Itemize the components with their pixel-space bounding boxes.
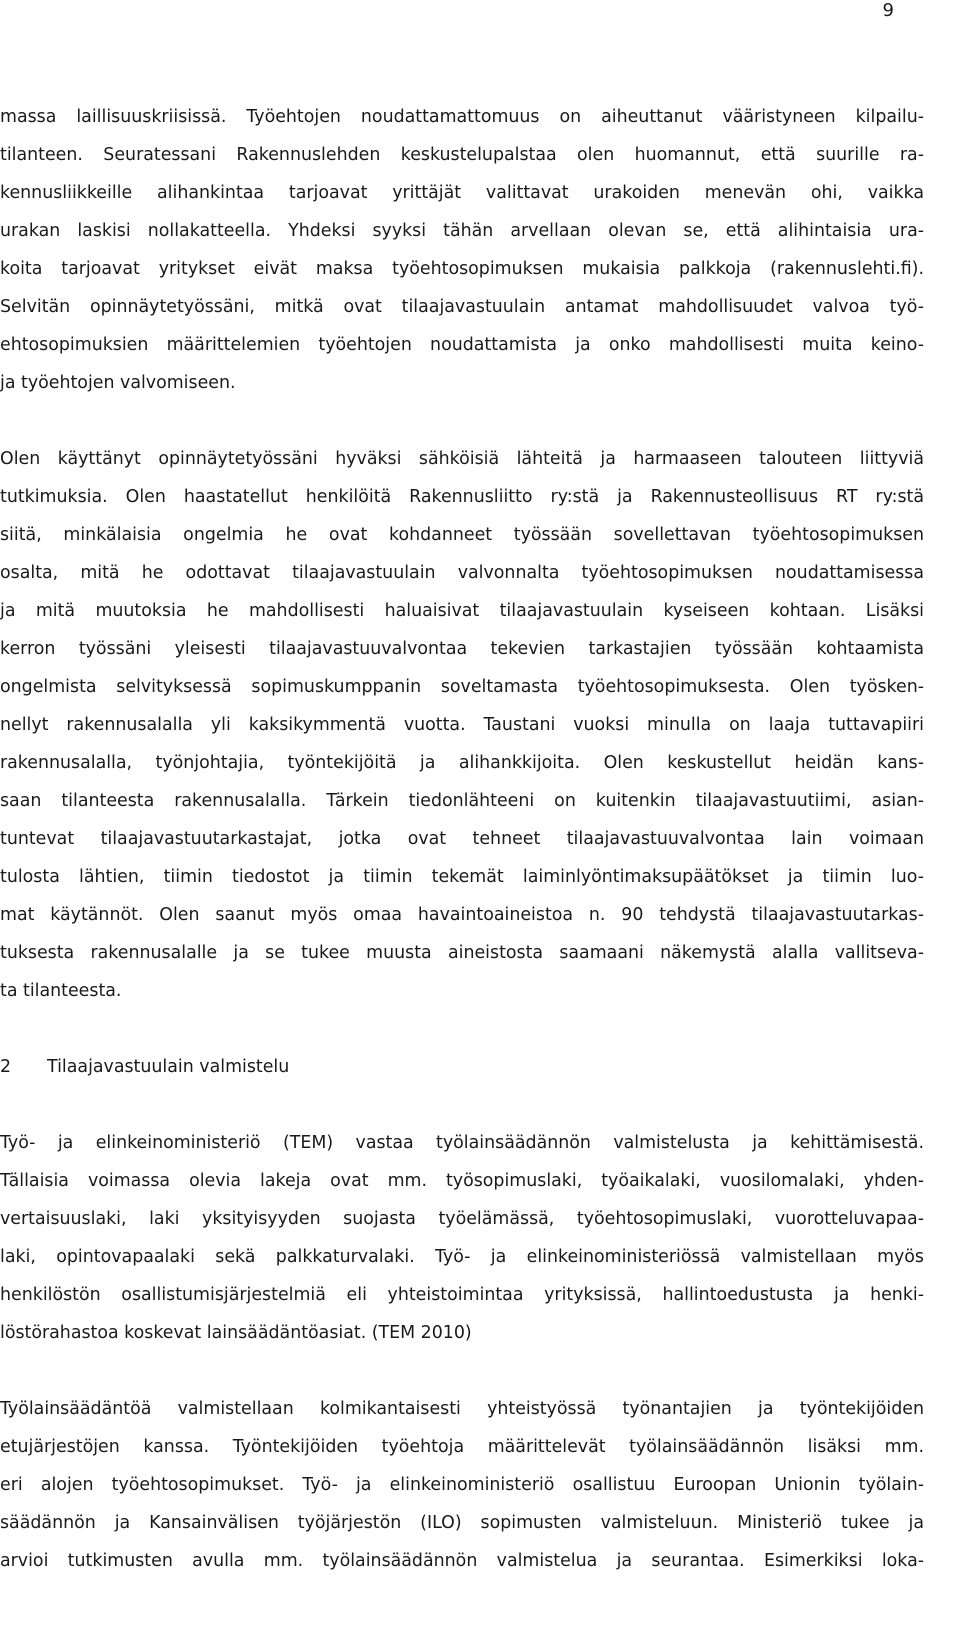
text-line: tulosta lähtien, tiimin tiedostot ja tiimin tekemät laiminlyöntimaksupäätökset ja tiimin luo-: [0, 867, 924, 887]
text-line: eri alojen työehtosopimukset. Työ- ja elinkeinoministeriö osallistuu Euroopan Unionin työlain-: [0, 1475, 924, 1495]
text-line: mat käytännöt. Olen saanut myös omaa havaintoaineistoa n. 90 tehdystä tilaajavastuutarkas-: [0, 905, 924, 925]
text-line: tuksesta rakennusalalle ja se tukee muusta aineistosta saamaani näkemystä alalla vallitseva-: [0, 943, 924, 963]
text-line: ja mitä muutoksia he mahdollisesti haluaisivat tilaajavastuulain kyseiseen kohtaan. Lisäksi: [0, 601, 924, 621]
text-line: massa laillisuuskriisissä. Työehtojen noudattamattomuus on aiheuttanut vääristyneen kilpailu-: [0, 107, 924, 127]
text-line: rakennusalalla, työnjohtajia, työntekijöitä ja alihankkijoita. Olen keskustellut heidän kans-: [0, 753, 924, 773]
text-line: ongelmista selvityksessä sopimuskumppanin soveltamasta työehtosopimuksesta. Olen työsken-: [0, 677, 924, 697]
section-heading: [0, 1048, 924, 1086]
text-line: urakan laskisi nollakatteella. Yhdeksi syyksi tähän arvellaan olevan se, että alihintaisia ura-: [0, 221, 924, 241]
paragraph-spacer: [0, 1352, 924, 1390]
paragraph-methods: [0, 440, 924, 1010]
text-line: ehtosopimuksien määrittelemien työehtojen noudattamista ja onko mahdollisesti muita keino-: [0, 335, 924, 355]
text-line: kennusliikkeille alihankintaa tarjoavat yrittäjät valittavat urakoiden menevän ohi, vaikka: [0, 183, 924, 203]
paragraph-tem: [0, 1124, 924, 1352]
paragraph-spacer: [0, 402, 924, 440]
text-line: koita tarjoavat yritykset eivät maksa työehtosopimuksen mukaisia palkkoja (rakennuslehti.fi).: [0, 259, 924, 279]
paragraph-intro: [0, 98, 924, 402]
text-line: Työ- ja elinkeinoministeriö (TEM) vastaa työlainsäädännön valmistelusta ja kehittämisestä.: [0, 1133, 924, 1153]
paragraph-tripartite: [0, 1390, 924, 1580]
text-line: Olen käyttänyt opinnäytetyössäni hyväksi sähköisiä lähteitä ja harmaaseen talouteen liittyviä: [0, 449, 924, 469]
section-title: Tilaajavastuulain valmistelu: [47, 1057, 290, 1077]
text-line: henkilöstön osallistumisjärjestelmiä eli yhteistoimintaa yrityksissä, hallintoedustusta ja henki-: [0, 1285, 924, 1305]
text-line: säädännön ja Kansainvälisen työjärjestön (ILO) sopimusten valmisteluun. Ministeriö tukee ja: [0, 1513, 924, 1533]
text-line: tuntevat tilaajavastuutarkastajat, jotka ovat tehneet tilaajavastuuvalvontaa lain voimaan: [0, 829, 924, 849]
text-line: arvioi tutkimusten avulla mm. työlainsäädännön valmistelua ja seurantaa. Esimerkiksi loka-: [0, 1551, 924, 1571]
text-line: etujärjestöjen kanssa. Työntekijöiden työehtoja määrittelevät työlainsäädännön lisäksi mm.: [0, 1437, 924, 1457]
paragraph-spacer: [0, 1010, 924, 1048]
section-number: 2: [0, 1057, 12, 1077]
text-line: Työlainsäädäntöä valmistellaan kolmikantaisesti yhteistyössä työnantajien ja työntekijöiden: [0, 1399, 924, 1419]
paragraph-spacer: [0, 1086, 924, 1124]
text-line: löstörahastoa koskevat lainsäädäntöasiat. (TEM 2010): [0, 1323, 472, 1343]
text-line: laki, opintovapaalaki sekä palkkaturvalaki. Työ- ja elinkeinoministeriössä valmistellaan myös: [0, 1247, 924, 1267]
text-line: Selvitän opinnäytetyössäni, mitkä ovat tilaajavastuulain antamat mahdollisuudet valvoa työ-: [0, 297, 924, 317]
text-line: siitä, minkälaisia ongelmia he ovat kohdanneet työssään sovellettavan työehtosopimuksen: [0, 525, 924, 545]
text-line: tutkimuksia. Olen haastatellut henkilöitä Rakennusliitto ry:stä ja Rakennusteollisuus RT ry:stä: [0, 487, 924, 507]
text-line: nellyt rakennusalalla yli kaksikymmentä vuotta. Taustani vuoksi minulla on laaja tuttavapiiri: [0, 715, 924, 735]
text-line: osalta, mitä he odottavat tilaajavastuulain valvonnalta työehtosopimuksen noudattamisessa: [0, 563, 924, 583]
text-line: tilanteen. Seuratessani Rakennuslehden keskustelupalstaa olen huomannut, että suurille ra-: [0, 145, 924, 165]
text-line: vertaisuuslaki, laki yksityisyyden suojasta työelämässä, työehtosopimuslaki, vuorotteluvapaa-: [0, 1209, 924, 1229]
page-number: 9: [882, 0, 894, 21]
text-line: ta tilanteesta.: [0, 981, 122, 1001]
text-line: saan tilanteesta rakennusalalla. Tärkein tiedonlähteeni on kuitenkin tilaajavastuutiimi, asian-: [0, 791, 924, 811]
text-line: kerron työssäni yleisesti tilaajavastuuvalvontaa tekevien tarkastajien työssään kohtaamista: [0, 639, 924, 659]
text-line: ja työehtojen valvomiseen.: [0, 373, 236, 393]
text-line: Tällaisia voimassa olevia lakeja ovat mm. työsopimuslaki, työaikalaki, vuosilomalaki, yhden-: [0, 1171, 924, 1191]
document-body: [0, 98, 924, 1580]
